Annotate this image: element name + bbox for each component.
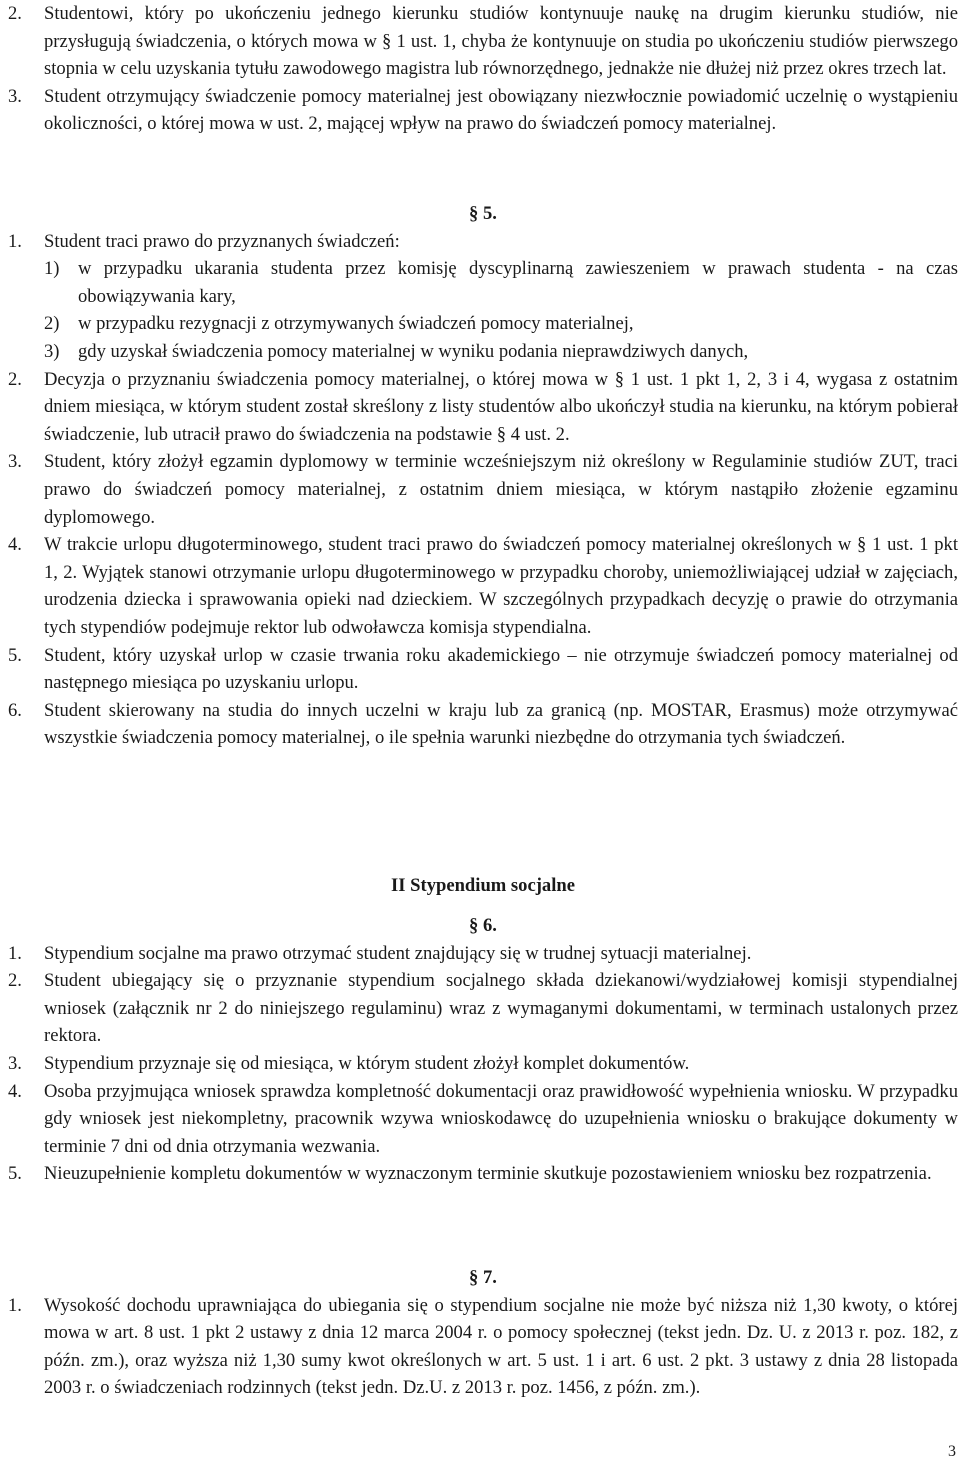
paragraph-heading: § 7.	[469, 1267, 497, 1288]
sub-item-text: w przypadku rezygnacji z otrzymywanych świadczeń pomocy materialnej,	[78, 313, 634, 335]
sub-item	[44, 338, 958, 366]
item-number: 1.	[8, 1294, 22, 1316]
sub-item-number: 2)	[44, 313, 60, 335]
item-text: Student, który złożył egzamin dyplomowy w terminie wcześniejszym niż określony w Regulaminie studiów ZUT, traci prawo do świadczeń pomocy materialnej, z ostatnim dniem miesiąca, w którym nastąpiło złożenie egzaminu dyplomowego.	[44, 451, 958, 528]
list-item	[8, 448, 958, 531]
list-item	[8, 1050, 958, 1078]
item-text: Student skierowany na studia do innych uczelni w kraju lub za granicą (np. MOSTAR, Erasmus) może otrzymywać wszystkie świadczenia pomocy materialnej, o ile spełnia warunki niezbędne do otrzymania tych świadczeń.	[44, 699, 958, 749]
item-text: Student otrzymujący świadczenie pomocy materialnej jest obowiązany niezwłocznie powiadomić uczelnię o wystąpieniu okoliczności, o której mowa w ust. 2, mającej wpływ na prawo do świadczeń pomocy materialnej.	[44, 85, 958, 135]
item-text: Decyzja o przyznaniu świadczenia pomocy materialnej, o której mowa w § 1 ust. 1 pkt 1, 2, 3 i 4, wygasa z ostatnim dniem miesiąca, w którym student został skreślony z listy studentów albo ukończył studia na kierunku, na którym pobierał świadczenie, lub utracił prawo do świadczenia na podstawie § 4 ust. 2.	[44, 368, 958, 445]
item-text: W trakcie urlopu długoterminowego, student traci prawo do świadczeń pomocy materialnej określonych w § 1 ust. 1 pkt 1, 2. Wyjątek stanowi otrzymanie urlopu długoterminowego w przypadku choroby, uniemożliwiającej udział w zajęciach, urodzenia dziecka i sprawowania opieki nad dzieckiem. W szczególnych przypadkach decyzję o prawie do otrzymania tych stypendiów podejmuje rektor lub odwoławcza komisja stypendialna.	[44, 534, 958, 638]
item-number: 2.	[8, 3, 22, 24]
intro-block	[8, 0, 958, 138]
item-text: Osoba przyjmująca wniosek sprawdza kompletność dokumentacji oraz prawidłowość wypełnienia wniosku. W przypadku gdy wniosek jest niekompletny, pracownik wzywa wnioskodawcę do uzupełnienia wniosku o brakujące dokumenty w terminie 7 dni od dnia otrzymania wezwania.	[44, 1080, 958, 1157]
item-number: 5.	[8, 644, 22, 666]
item-number: 4.	[8, 534, 22, 556]
sub-item-text: w przypadku ukarania studenta przez komisję dyscyplinarną zawieszeniem w prawach studenta - na czas obowiązywania kary,	[78, 258, 958, 307]
item-text: Wysokość dochodu uprawniająca do ubiegania się o stypendium socjalne nie może być niższa niż 1,30 kwoty, o której mowa w art. 8 ust. 1 pkt 2 ustawy z dnia 12 marca 2004 r. o pomocy społecznej (tekst jedn. Dz. U. z 2013 r. poz. 182, z późn. zm.), oraz wyższa niż 1,30 sumy kwot określonych w art. 5 ust. 1 i art. 6 ust. 2 pkt. 3 ustawy z dnia 28 listopada 2003 r. o świadczeniach rodzinnych (tekst jedn. Dz.U. z 2013 r. poz. 1456, z późn. zm.).	[44, 1294, 958, 1399]
list-item	[8, 940, 958, 968]
list-item	[8, 83, 958, 138]
list-item	[8, 228, 958, 256]
item-text: Student traci prawo do przyznanych świadczeń:	[44, 230, 400, 252]
paragraph-6	[8, 912, 958, 1188]
paragraph-heading: § 6.	[469, 915, 497, 936]
item-number: 2.	[8, 368, 22, 390]
paragraph-5	[8, 200, 958, 752]
list-item	[8, 0, 958, 83]
list-item	[8, 967, 958, 1050]
sub-item	[44, 310, 958, 338]
list-item	[8, 1160, 958, 1188]
sub-item-number: 3)	[44, 340, 60, 362]
list-item	[8, 1078, 958, 1161]
sub-item	[44, 255, 958, 310]
section-title: II Stypendium socjalne	[391, 875, 575, 896]
item-text: Stypendium przyznaje się od miesiąca, w którym student złożył komplet dokumentów.	[44, 1052, 690, 1074]
paragraph-7	[8, 1264, 958, 1402]
list-item	[8, 697, 958, 752]
page-number: 3	[948, 1443, 956, 1460]
list-item	[8, 642, 958, 697]
list-item	[8, 366, 958, 449]
item-number: 3.	[8, 1052, 22, 1074]
list-item	[8, 531, 958, 641]
sub-item-text: gdy uzyskał świadczenia pomocy materialnej w wyniku podania nieprawdziwych danych,	[78, 340, 749, 362]
item-number: 2.	[8, 970, 22, 992]
item-number: 1.	[8, 230, 22, 252]
item-number: 3.	[8, 85, 22, 107]
list-item	[8, 1292, 958, 1402]
item-text: Student ubiegający się o przyznanie stypendium socjalnego składa dziekanowi/wydziałowej komisji stypendialnej wniosek (załącznik nr 2 do niniejszego regulaminu) wraz z wymaganymi dokumentami, w terminach ustalonych przez rektora.	[44, 970, 958, 1047]
sub-item-number: 1)	[44, 258, 60, 280]
item-number: 5.	[8, 1163, 22, 1185]
paragraph-heading: § 5.	[469, 203, 497, 224]
item-text: Nieuzupełnienie kompletu dokumentów w wyznaczonym terminie skutkuje pozostawieniem wniosku bez rozpatrzenia.	[44, 1163, 932, 1185]
item-number: 4.	[8, 1080, 22, 1102]
item-number: 6.	[8, 699, 22, 721]
item-number: 1.	[8, 942, 22, 964]
item-text: Studentowi, który po ukończeniu jednego kierunku studiów kontynuuje naukę na drugim kierunku studiów, nie przysługują świadczenia, o których mowa w § 1 ust. 1, chyba że kontynuuje on studia po ukończeniu studiów pierwszego stopnia w celu uzyskania tytułu zawodowego magistra lub równorzędnego, jednakże nie dłużej niż przez okres trzech lat.	[44, 3, 958, 80]
item-text: Stypendium socjalne ma prawo otrzymać student znajdujący się w trudnej sytuacji materialnej.	[44, 942, 752, 964]
item-text: Student, który uzyskał urlop w czasie trwania roku akademickiego – nie otrzymuje świadczeń pomocy materialnej od następnego miesiąca po uzyskaniu urlopu.	[44, 644, 958, 694]
item-number: 3.	[8, 451, 22, 473]
